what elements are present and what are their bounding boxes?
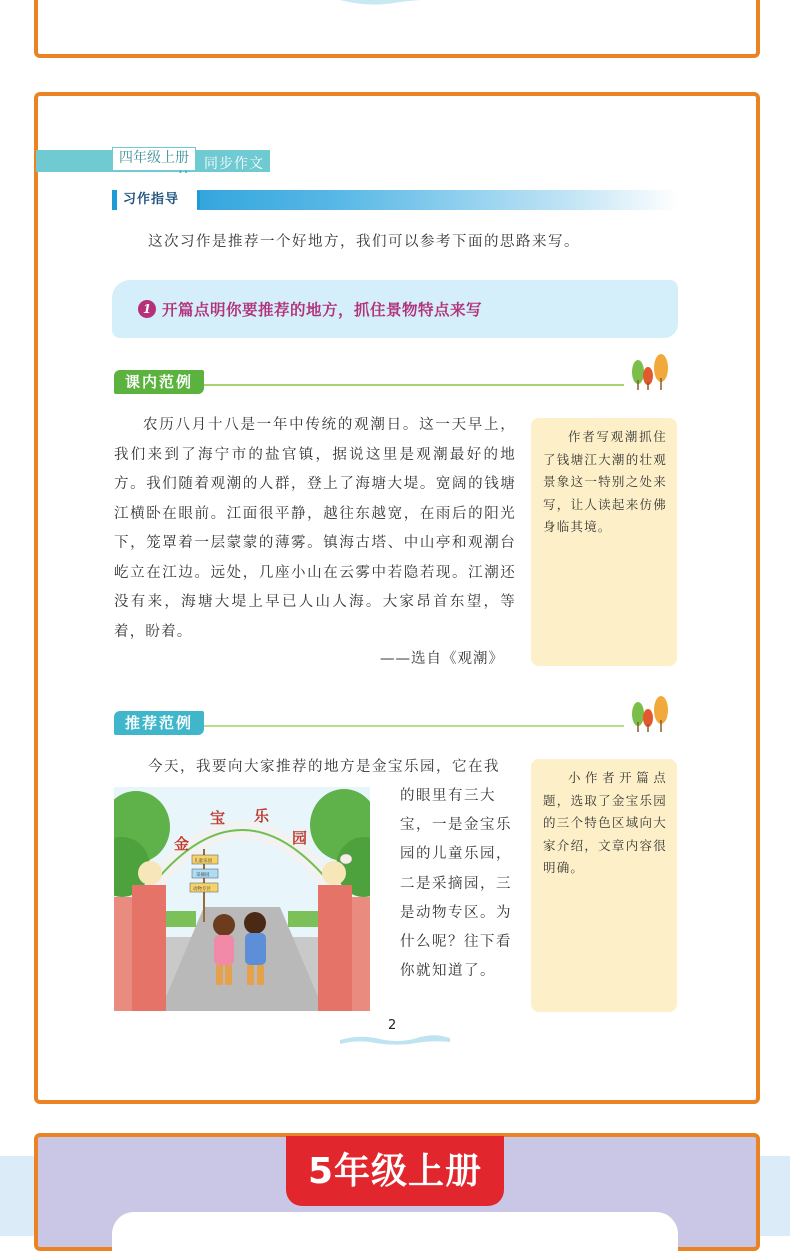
arch-char: 宝 [210,809,226,827]
guide-tick [197,191,200,209]
textbook-paragraph-text: 农历八月十八是一年中传统的观潮日。这一天早上，我们来到了海宁市的盐官镇，据说这里是观潮最好的地方。我们随着观潮的人群，登上了海塘大堤。宽阔的钱塘江横卧在眼前。江面很平静，越往东越宽，在雨后的阳光下，笼罩着一层蒙蒙的薄雾。镇海古塔、中山亭和观潮台屹立在江边。远处，几座小山在云雾中若隐若现。江潮还没有来，海塘大堤上早已人山人海。大家昂首东望，等着，盼着。 [114,417,516,640]
park-gate-illustration [114,787,370,1011]
sign-text: 采摘园 [196,873,210,878]
tip-number: 1 [138,300,156,318]
dots-decoration: •• [178,168,190,177]
content-panel [112,1212,678,1252]
guide-tick [113,191,116,209]
sign-text: 动物专区 [193,887,211,892]
grade-title-tab: 5年级上册 [286,1136,504,1206]
grade-label: 四年级上册 [112,147,196,171]
commentary-note-text: 作者写观潮抓住了钱塘江大潮的壮观景象这一特别之处来写，让人读起来仿佛身临其境。 [543,429,667,534]
section-line [204,725,624,727]
series-label: 同步作文 [204,156,264,172]
commentary-note [531,759,677,1012]
previous-page-card [34,0,760,58]
recommend-side-text: 的眼里有三大宝，一是金宝乐园的儿童乐园，二是采摘园，三是动物专区。为什么呢？往下看你就知道了。 [400,788,512,980]
section-label-recommend: 推荐范例 [114,711,204,735]
guide-intro: 这次习作是推荐一个好地方，我们可以参考下面的思路来写。 [148,234,580,250]
page-number: 2 [388,1018,397,1033]
recommend-first-line: 今天，我要向大家推荐的地方是金宝乐园，它在我 [148,759,500,775]
wave-decoration [340,0,460,6]
trees-icon [628,692,672,734]
arch-char: 园 [292,829,308,847]
arch-char: 乐 [254,807,270,825]
arch-char: 金 [174,835,190,853]
guide-label: 习作指导 [117,190,197,210]
trees-icon [628,350,672,392]
wave-decoration [340,1032,450,1046]
commentary-note [531,418,677,666]
source-citation: ——选自《观潮》 [380,651,504,667]
textbook-paragraph [114,411,516,647]
sign-text: 儿童乐园 [194,859,212,864]
tip-text: 开篇点明你要推荐的地方，抓住景物特点来写 [162,300,483,319]
section-label-textbook: 课内范例 [114,370,204,394]
section-line [204,384,624,386]
commentary-note-text: 小作者开篇点题，选取了金宝乐园的三个特色区域向大家介绍，文章内容很明确。 [543,770,667,875]
